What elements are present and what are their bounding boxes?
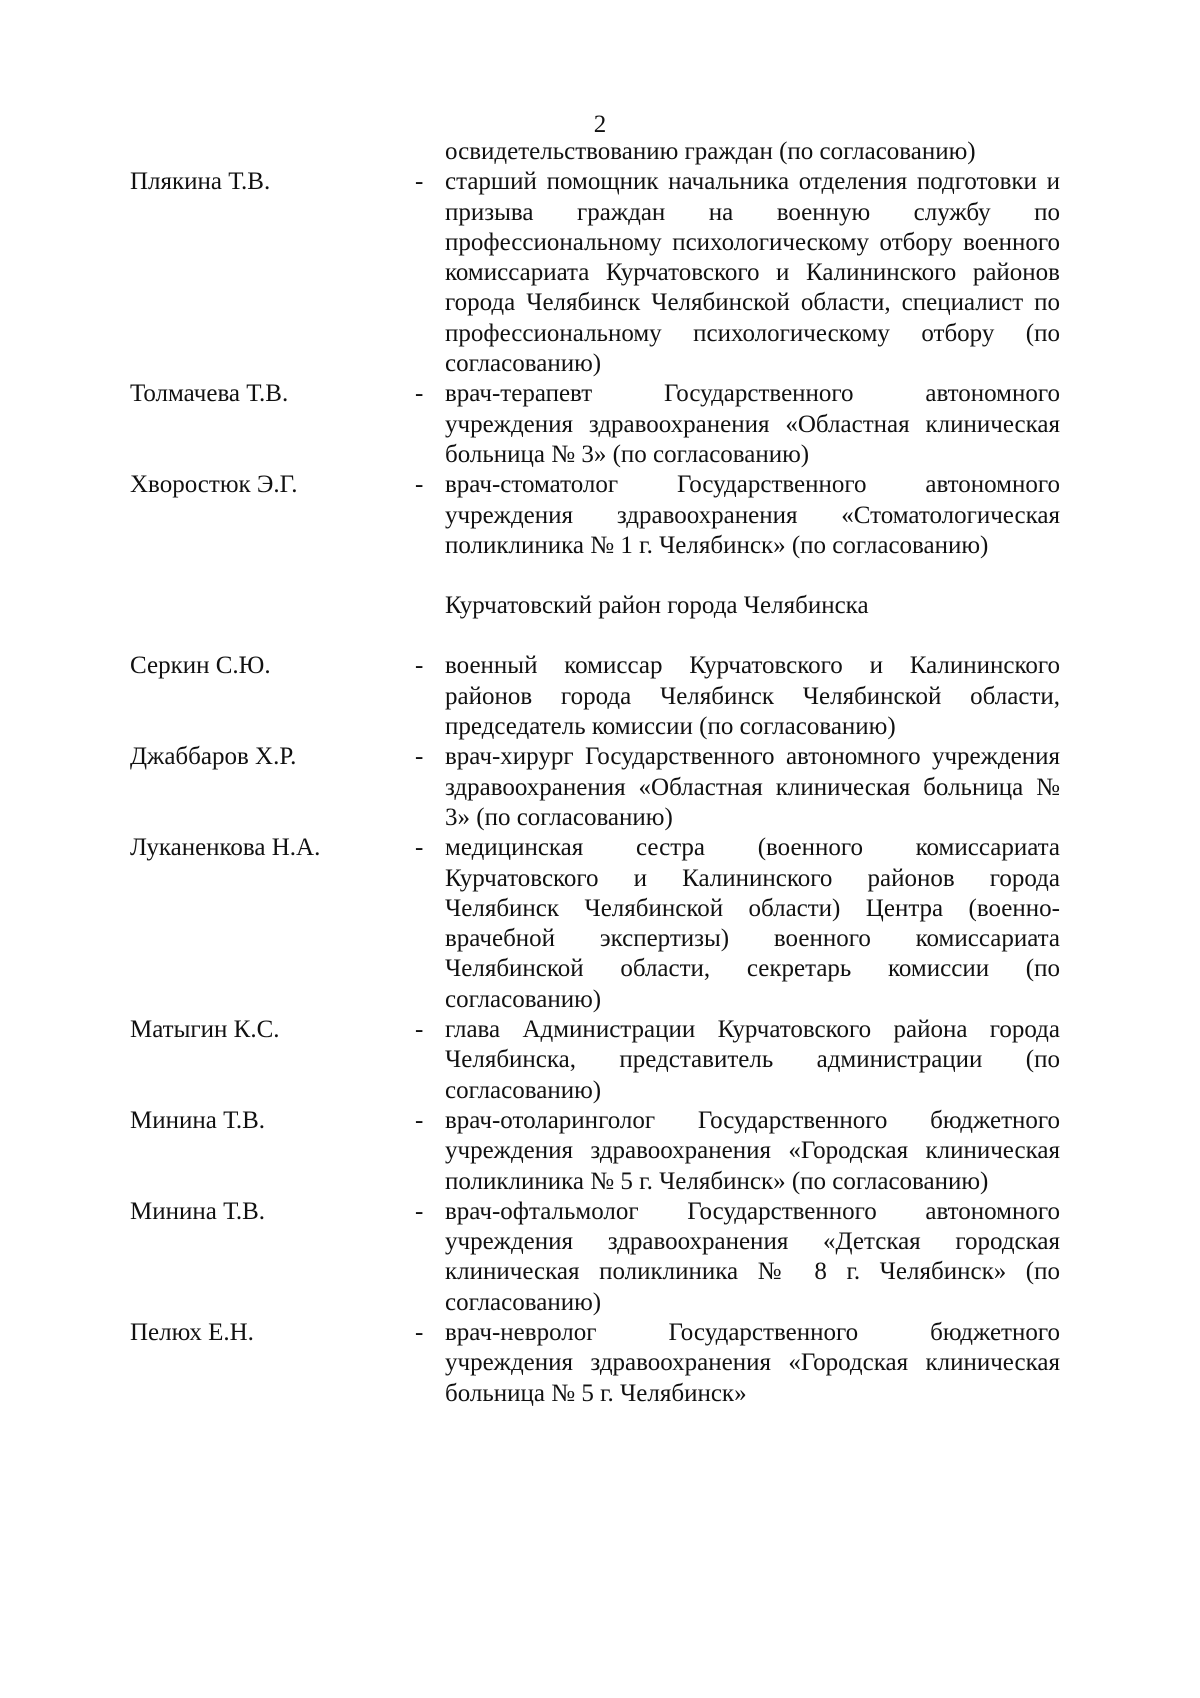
member-entry xyxy=(130,167,1060,379)
member-entry xyxy=(130,1197,1060,1318)
dash: - xyxy=(415,652,424,680)
dash: - xyxy=(415,743,424,771)
member-name: Луканенкова Н.А. xyxy=(130,834,321,862)
dash: - xyxy=(415,1016,424,1044)
dash-cell-empty xyxy=(415,137,445,167)
dash: - xyxy=(415,1106,424,1134)
member-name: Плякина Т.В. xyxy=(130,168,271,196)
member-name: Матыгин К.С. xyxy=(130,1016,280,1044)
member-name: Серкин С.Ю. xyxy=(130,652,271,680)
member-description: врач-терапевт Государственного автономного учреждения здравоохранения «Областная клиническая больница № 3» (по согласованию) xyxy=(445,380,1060,468)
member-description: медицинская сестра (военного комиссариата Курчатовского и Калининского районов города Челябинск Челябинской области) Центра (военно-врачебной экспертизы) военного комиссариата Челябинской области, секретарь комиссии (по согласованию) xyxy=(445,834,1060,1013)
dash: - xyxy=(415,168,424,196)
member-name: Минина Т.В. xyxy=(130,1106,266,1134)
member-description: военный комиссар Курчатовского и Калининского районов города Челябинск Челябинской области, председатель комиссии (по согласованию) xyxy=(445,652,1060,741)
member-description: врач-хирург Государственного автономного учреждения здравоохранения «Областная клиническая больница № 3» (по согласованию) xyxy=(445,743,1060,831)
dash: - xyxy=(415,834,424,862)
member-description: врач-невролог Государственного бюджетного учреждения здравоохранения «Городская клиническая больница № 5 г. Челябинск» xyxy=(445,1318,1060,1407)
member-entry xyxy=(130,1318,1060,1409)
continuation-text: освидетельствованию граждан (по согласованию) xyxy=(445,138,976,165)
continuation-line xyxy=(130,137,1060,167)
name-cell-empty xyxy=(130,137,415,167)
dash: - xyxy=(415,380,424,408)
member-entry xyxy=(130,1015,1060,1106)
page-number: 2 xyxy=(593,111,607,138)
member-description: старший помощник начальника отделения подготовки и призыва граждан на военную службу по профессиональному психологическому отбору военного комиссариата Курчатовского и Калининского районов города Челябинск Челябинской области, специалист по профессиональному психологическому отбору (по согласованию) xyxy=(445,168,1060,378)
member-description: врач-офтальмолог Государственного автономного учреждения здравоохранения «Детская городская клиническая поликлиника № 8 г. Челябинск» (по согласованию) xyxy=(445,1197,1060,1316)
member-name: Джаббаров Х.Р. xyxy=(130,743,297,771)
member-entry xyxy=(130,1106,1060,1197)
member-description: врач-отоларинголог Государственного бюджетного учреждения здравоохранения «Городская клиническая поликлиника № 5 г. Челябинск» (по согласованию) xyxy=(445,1106,1060,1195)
member-name: Толмачева Т.В. xyxy=(130,380,289,408)
member-entry xyxy=(130,379,1060,470)
member-name: Минина Т.В. xyxy=(130,1197,266,1225)
member-name: Хворостюк Э.Г. xyxy=(130,471,298,499)
member-entry xyxy=(130,833,1060,1015)
section-heading: Курчатовский район города Челябинска xyxy=(445,592,869,620)
member-description: глава Администрации Курчатовского района города Челябинска, представитель администрации (по согласованию) xyxy=(445,1016,1060,1104)
member-entry xyxy=(130,470,1060,561)
document-body xyxy=(130,137,1060,1409)
member-description: врач-стоматолог Государственного автономного учреждения здравоохранения «Стоматологическая поликлиника № 1 г. Челябинск» (по согласованию) xyxy=(445,471,1060,559)
member-name: Пелюх Е.Н. xyxy=(130,1318,254,1346)
dash: - xyxy=(415,1197,424,1225)
member-entry xyxy=(130,651,1060,742)
member-entry xyxy=(130,742,1060,833)
dash: - xyxy=(415,1318,424,1346)
dash: - xyxy=(415,471,424,499)
